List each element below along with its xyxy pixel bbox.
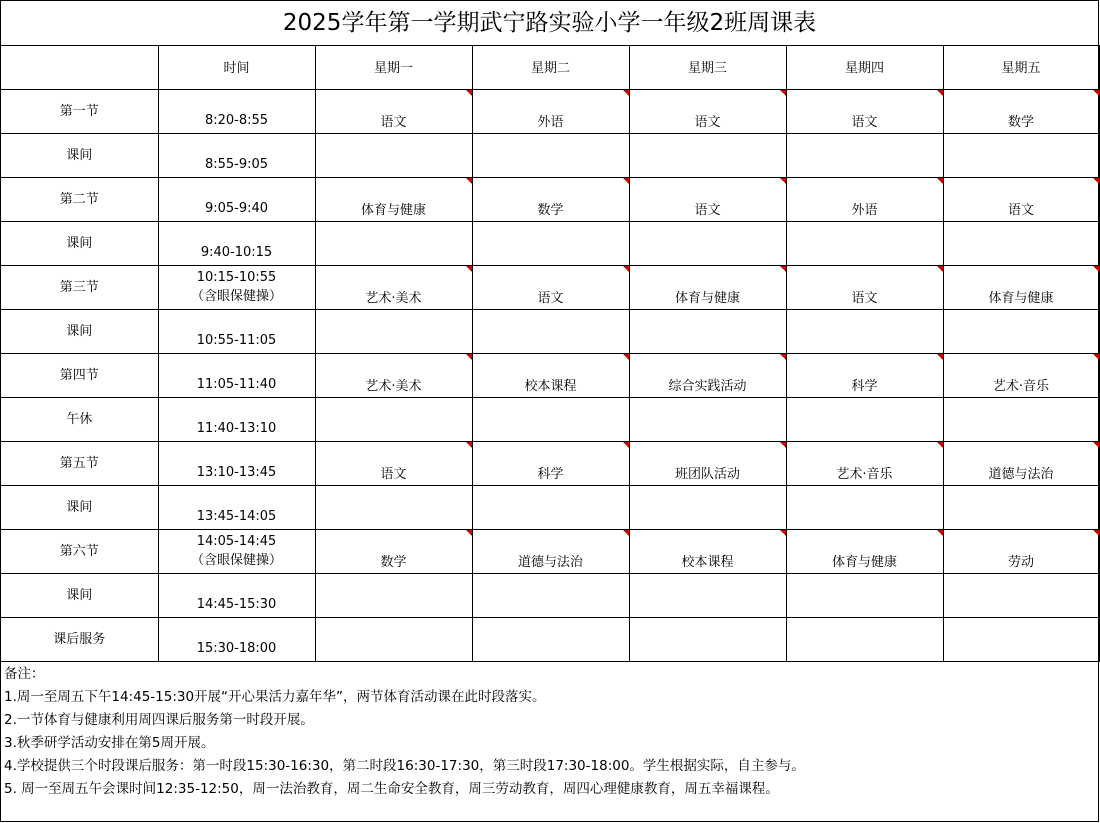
period-row xyxy=(1,177,1099,221)
time-range-text: 11:40-13:10 xyxy=(196,420,277,436)
subject-cell[interactable] xyxy=(629,485,786,529)
comment-indicator-icon[interactable] xyxy=(1093,266,1099,272)
period-label-cell[interactable]: 第一节 xyxy=(1,89,158,133)
period-time-cell[interactable] xyxy=(158,441,315,485)
note-item: 4.学校提供三个时段课后服务：第一时段15:30-16:30，第二时段16:30-17:30，第三时段17:30-18:00。学生根据实际，自主参与。 xyxy=(4,758,805,774)
comment-indicator-icon[interactable] xyxy=(780,354,786,360)
period-time-cell[interactable] xyxy=(158,133,315,177)
time-range-text: 11:05-11:40 xyxy=(196,376,277,392)
period-row xyxy=(1,353,1099,397)
comment-indicator-icon[interactable] xyxy=(466,442,472,448)
comment-indicator-icon[interactable] xyxy=(623,266,629,272)
subject-cell[interactable] xyxy=(786,573,943,617)
subject-cell[interactable] xyxy=(943,485,1099,529)
timetable-grid xyxy=(1,45,1100,662)
subject-cell[interactable] xyxy=(629,573,786,617)
comment-indicator-icon[interactable] xyxy=(780,442,786,448)
header-day-cell[interactable]: 星期三 xyxy=(629,45,786,89)
comment-indicator-icon[interactable] xyxy=(466,530,472,536)
comment-indicator-icon[interactable] xyxy=(1093,90,1099,96)
time-range-text: 10:55-11:05 xyxy=(196,332,277,348)
period-label-cell[interactable]: 第六节 xyxy=(1,529,158,573)
comment-indicator-icon[interactable] xyxy=(1093,354,1099,360)
notes-block xyxy=(4,663,805,801)
subject-cell[interactable]: 班团队活动 xyxy=(629,441,786,485)
subject-cell[interactable]: 体育与健康 xyxy=(315,177,472,221)
time-note-text: （含眼保健操） xyxy=(190,552,282,568)
note-item: 3.秋季研学活动安排在第5周开展。 xyxy=(4,735,215,751)
subject-cell[interactable]: 数学 xyxy=(943,89,1099,133)
comment-indicator-icon[interactable] xyxy=(466,90,472,96)
note-item: 5. 周一至周五午会课时间12:35-12:50，周一法治教育，周二生命安全教育，周三劳动教育，周四心理健康教育，周五幸福课程。 xyxy=(4,781,779,797)
comment-indicator-icon[interactable] xyxy=(780,266,786,272)
time-range-text: 15:30-18:00 xyxy=(196,640,277,656)
subject-cell[interactable] xyxy=(315,485,472,529)
time-range-text: 8:55-9:05 xyxy=(204,156,269,172)
subject-cell[interactable]: 艺术·美术 xyxy=(315,265,472,309)
subject-cell[interactable]: 语文 xyxy=(472,265,629,309)
period-label-cell[interactable]: 课间 xyxy=(1,309,158,353)
comment-indicator-icon[interactable] xyxy=(466,354,472,360)
subject-cell[interactable]: 艺术·音乐 xyxy=(786,441,943,485)
time-note-text: （含眼保健操） xyxy=(190,288,282,304)
subject-cell[interactable]: 校本课程 xyxy=(629,529,786,573)
subject-cell[interactable] xyxy=(629,309,786,353)
time-range-text: 9:05-9:40 xyxy=(204,200,269,216)
period-row xyxy=(1,529,1099,573)
subject-cell[interactable] xyxy=(315,221,472,265)
subject-cell[interactable]: 语文 xyxy=(786,265,943,309)
comment-indicator-icon[interactable] xyxy=(937,530,943,536)
subject-cell[interactable]: 艺术·美术 xyxy=(315,353,472,397)
subject-cell[interactable]: 道德与法治 xyxy=(943,441,1099,485)
comment-indicator-icon[interactable] xyxy=(1093,530,1099,536)
subject-cell[interactable]: 数学 xyxy=(472,177,629,221)
subject-cell[interactable]: 语文 xyxy=(315,441,472,485)
subject-cell[interactable] xyxy=(315,133,472,177)
subject-cell[interactable]: 语文 xyxy=(629,89,786,133)
comment-indicator-icon[interactable] xyxy=(466,266,472,272)
subject-cell[interactable] xyxy=(786,133,943,177)
period-time-cell[interactable] xyxy=(158,177,315,221)
subject-cell[interactable] xyxy=(629,221,786,265)
subject-cell[interactable] xyxy=(472,573,629,617)
period-time-cell[interactable] xyxy=(158,89,315,133)
period-label-cell[interactable]: 课后服务 xyxy=(1,617,158,661)
subject-cell[interactable] xyxy=(786,485,943,529)
subject-cell[interactable] xyxy=(315,397,472,441)
subject-cell[interactable]: 科学 xyxy=(472,441,629,485)
subject-cell[interactable] xyxy=(786,221,943,265)
comment-indicator-icon[interactable] xyxy=(780,90,786,96)
subject-cell[interactable]: 语文 xyxy=(943,177,1099,221)
comment-indicator-icon[interactable] xyxy=(1093,178,1099,184)
comment-indicator-icon[interactable] xyxy=(937,90,943,96)
period-time-cell[interactable] xyxy=(158,353,315,397)
subject-cell[interactable] xyxy=(943,221,1099,265)
comment-indicator-icon[interactable] xyxy=(623,90,629,96)
period-time-cell[interactable] xyxy=(158,485,315,529)
timetable-title: 2025学年第一学期武宁路实验小学一年级2班周课表 xyxy=(1,1,1098,46)
comment-indicator-icon[interactable] xyxy=(1093,442,1099,448)
period-time-cell[interactable] xyxy=(158,309,315,353)
comment-indicator-icon[interactable] xyxy=(780,530,786,536)
comment-indicator-icon[interactable] xyxy=(623,442,629,448)
period-row xyxy=(1,485,1099,529)
period-row xyxy=(1,133,1099,177)
subject-cell[interactable] xyxy=(943,133,1099,177)
header-day-cell[interactable]: 星期二 xyxy=(472,45,629,89)
subject-cell[interactable] xyxy=(472,485,629,529)
subject-cell[interactable] xyxy=(472,617,629,661)
time-range-text: 9:40-10:15 xyxy=(200,244,273,260)
period-label-cell[interactable]: 课间 xyxy=(1,485,158,529)
subject-cell[interactable] xyxy=(315,309,472,353)
period-time-cell[interactable] xyxy=(158,221,315,265)
notes-heading: 备注： xyxy=(4,666,45,682)
period-label-cell[interactable]: 午休 xyxy=(1,397,158,441)
period-label-cell[interactable]: 第四节 xyxy=(1,353,158,397)
subject-cell[interactable]: 数学 xyxy=(315,529,472,573)
subject-cell[interactable] xyxy=(943,309,1099,353)
period-label-cell[interactable]: 第五节 xyxy=(1,441,158,485)
subject-cell[interactable]: 语文 xyxy=(315,89,472,133)
subject-cell[interactable]: 语文 xyxy=(629,177,786,221)
time-range-text: 13:45-14:05 xyxy=(196,508,277,524)
subject-cell[interactable] xyxy=(943,617,1099,661)
note-item: 1.周一至周五下午14:45-15:30开展“开心果活力嘉年华”，两节体育活动课在此时段落实。 xyxy=(4,689,546,705)
time-range-text: 10:15-10:55 xyxy=(196,269,277,285)
subject-cell[interactable] xyxy=(472,397,629,441)
comment-indicator-icon[interactable] xyxy=(466,178,472,184)
period-time-cell[interactable] xyxy=(158,397,315,441)
subject-cell[interactable] xyxy=(472,133,629,177)
comment-indicator-icon[interactable] xyxy=(623,354,629,360)
subject-cell[interactable] xyxy=(629,397,786,441)
comment-indicator-icon[interactable] xyxy=(937,266,943,272)
period-time-cell[interactable] xyxy=(158,573,315,617)
header-day-cell[interactable]: 星期一 xyxy=(315,45,472,89)
header-blank-cell[interactable] xyxy=(1,45,158,89)
subject-cell[interactable]: 外语 xyxy=(786,177,943,221)
period-label-cell[interactable]: 课间 xyxy=(1,221,158,265)
period-row xyxy=(1,309,1099,353)
subject-cell[interactable] xyxy=(472,221,629,265)
subject-cell[interactable] xyxy=(629,617,786,661)
header-time-cell[interactable]: 时间 xyxy=(158,45,315,89)
subject-cell[interactable]: 体育与健康 xyxy=(629,265,786,309)
period-row xyxy=(1,617,1099,661)
comment-indicator-icon[interactable] xyxy=(623,178,629,184)
time-range-text: 8:20-8:55 xyxy=(204,112,269,128)
subject-cell[interactable] xyxy=(315,573,472,617)
comment-indicator-icon[interactable] xyxy=(937,178,943,184)
subject-cell[interactable]: 劳动 xyxy=(943,529,1099,573)
subject-cell[interactable] xyxy=(315,617,472,661)
period-row xyxy=(1,221,1099,265)
subject-cell[interactable]: 艺术·音乐 xyxy=(943,353,1099,397)
time-range-text: 13:10-13:45 xyxy=(196,464,277,480)
period-label-cell[interactable]: 课间 xyxy=(1,573,158,617)
comment-indicator-icon[interactable] xyxy=(937,442,943,448)
period-row xyxy=(1,265,1099,309)
period-time-cell[interactable] xyxy=(158,529,315,573)
subject-cell[interactable] xyxy=(786,309,943,353)
period-label-cell[interactable]: 第三节 xyxy=(1,265,158,309)
subject-cell[interactable] xyxy=(786,397,943,441)
header-day-cell[interactable]: 星期五 xyxy=(943,45,1099,89)
comment-indicator-icon[interactable] xyxy=(623,530,629,536)
header-day-cell[interactable]: 星期四 xyxy=(786,45,943,89)
time-range-text: 14:05-14:45 xyxy=(196,533,277,549)
subject-cell[interactable]: 校本课程 xyxy=(472,353,629,397)
subject-cell[interactable]: 体育与健康 xyxy=(943,265,1099,309)
time-range-text: 14:45-15:30 xyxy=(196,596,277,612)
period-row xyxy=(1,573,1099,617)
subject-cell[interactable] xyxy=(943,573,1099,617)
subject-cell[interactable] xyxy=(629,133,786,177)
subject-cell[interactable]: 外语 xyxy=(472,89,629,133)
header-row xyxy=(1,45,1099,89)
subject-cell[interactable] xyxy=(472,309,629,353)
period-row xyxy=(1,441,1099,485)
period-time-cell[interactable] xyxy=(158,617,315,661)
subject-cell[interactable]: 语文 xyxy=(786,89,943,133)
subject-cell[interactable]: 体育与健康 xyxy=(786,529,943,573)
comment-indicator-icon[interactable] xyxy=(937,354,943,360)
note-item: 2.一节体育与健康利用周四课后服务第一时段开展。 xyxy=(4,712,314,728)
period-label-cell[interactable]: 课间 xyxy=(1,133,158,177)
comment-indicator-icon[interactable] xyxy=(780,178,786,184)
period-row xyxy=(1,397,1099,441)
subject-cell[interactable]: 综合实践活动 xyxy=(629,353,786,397)
subject-cell[interactable]: 科学 xyxy=(786,353,943,397)
period-row xyxy=(1,89,1099,133)
period-label-cell[interactable]: 第二节 xyxy=(1,177,158,221)
subject-cell[interactable] xyxy=(943,397,1099,441)
subject-cell[interactable] xyxy=(786,617,943,661)
period-time-cell[interactable] xyxy=(158,265,315,309)
subject-cell[interactable]: 道德与法治 xyxy=(472,529,629,573)
